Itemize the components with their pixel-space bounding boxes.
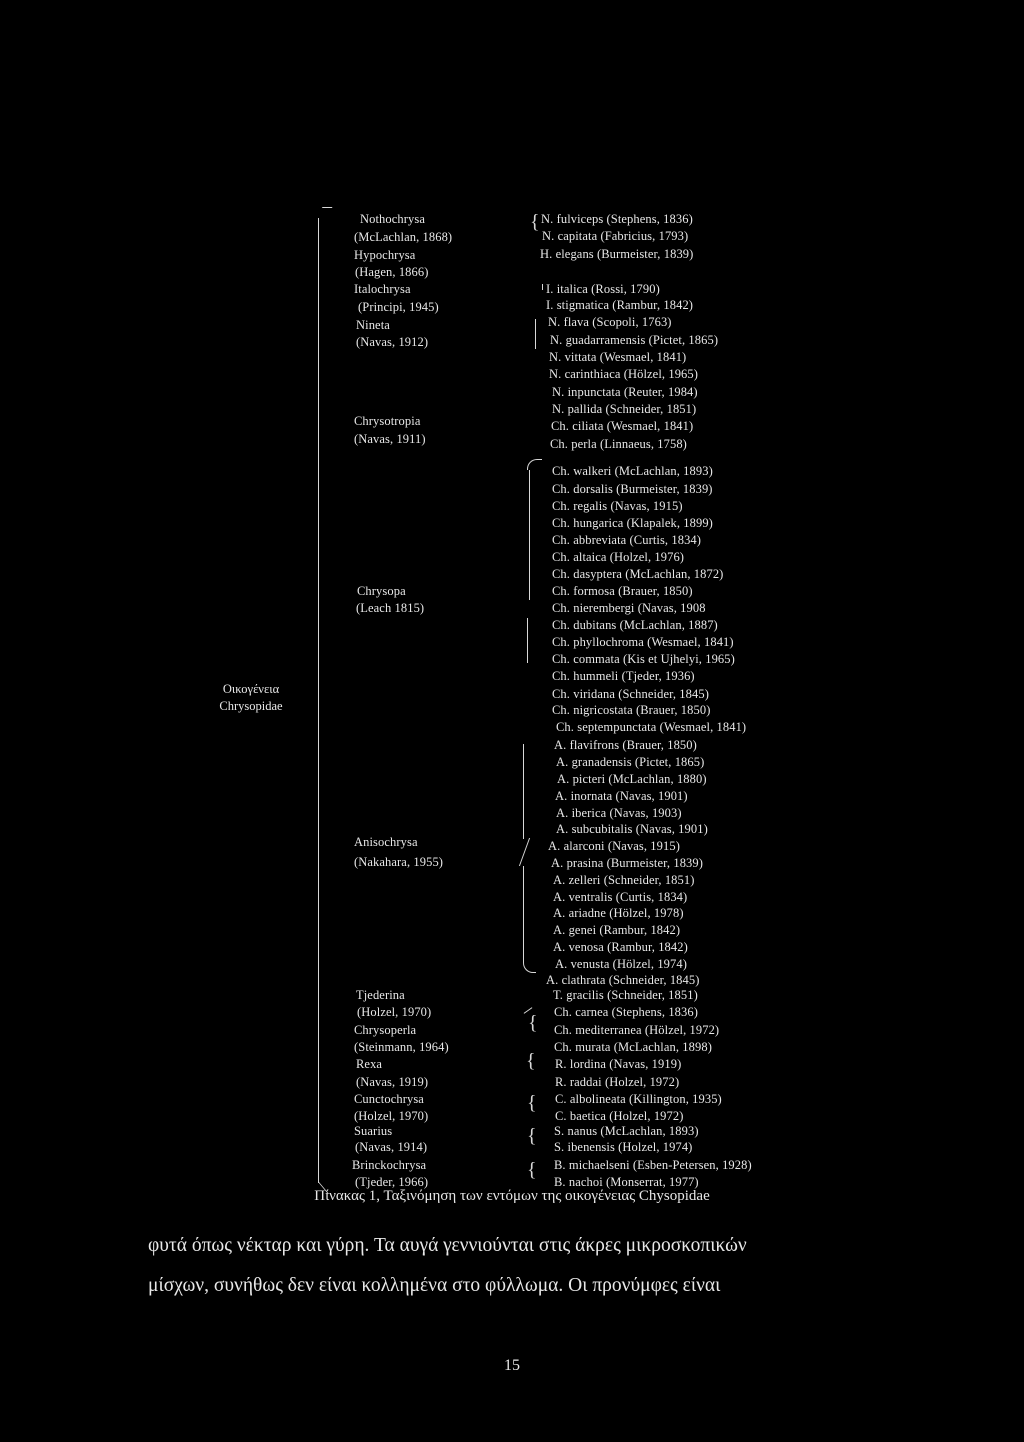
brace-brinckochrysa: { — [527, 1159, 537, 1181]
species-label: A. flavifrons (Brauer, 1850) — [554, 738, 697, 752]
genus-label: Hypochrysa — [354, 248, 416, 262]
species-label: R. raddai (Holzel, 1972) — [555, 1075, 680, 1089]
species-label: Ch. septempunctata (Wesmael, 1841) — [556, 720, 747, 734]
species-label: Ch. viridana (Schneider, 1845) — [552, 687, 709, 701]
species-label: N. flava (Scopoli, 1763) — [548, 315, 672, 329]
genus-label: (Navas, 1914) — [355, 1140, 428, 1154]
genus-label: Chrysopa — [357, 584, 406, 598]
genus-label: (Hagen, 1866) — [355, 265, 429, 279]
species-label: Ch. formosa (Brauer, 1850) — [552, 584, 693, 598]
species-label: Ch. carnea (Stephens, 1836) — [554, 1005, 698, 1019]
genus-label: (Nakahara, 1955) — [354, 855, 444, 869]
genus-label: Brinckochrysa — [352, 1158, 427, 1172]
species-label: A. iberica (Navas, 1903) — [556, 806, 682, 820]
brace-suarius: { — [527, 1125, 537, 1147]
genus-label: Nineta — [356, 318, 390, 332]
species-label: Ch. altaica (Holzel, 1976) — [552, 550, 685, 564]
page-number: 15 — [504, 1357, 520, 1374]
genus-label: Cunctochrysa — [354, 1092, 424, 1106]
family-bracket-line — [318, 218, 319, 1183]
species-label: Ch. phyllochroma (Wesmael, 1841) — [552, 635, 734, 649]
species-label: Ch. dubitans (McLachlan, 1887) — [552, 618, 718, 632]
species-label: Ch. regalis (Navas, 1915) — [552, 499, 683, 513]
bracket-anisochrysa-a — [523, 744, 524, 839]
species-label: Ch. mediterranea (Hölzel, 1972) — [554, 1023, 720, 1037]
species-label: N. pallida (Schneider, 1851) — [552, 402, 697, 416]
species-label: N. fulviceps (Stephens, 1836) — [541, 212, 693, 226]
species-label: Ch. perla (Linnaeus, 1758) — [550, 437, 687, 451]
bracket-chrysopa-b — [527, 618, 528, 663]
species-label: Ch. ciliata (Wesmael, 1841) — [551, 419, 694, 433]
bracket-anisochrysa-b — [523, 866, 524, 961]
species-label: N. vittata (Wesmael, 1841) — [549, 350, 687, 364]
genus-label: Chrysoperla — [354, 1023, 417, 1037]
species-label: A. prasina (Burmeister, 1839) — [551, 856, 704, 870]
species-label: C. baetica (Holzel, 1972) — [555, 1109, 684, 1123]
species-label: Ch. abbreviata (Curtis, 1834) — [552, 533, 702, 547]
species-label: H. elegans (Burmeister, 1839) — [540, 247, 694, 261]
genus-label: Nothochrysa — [360, 212, 425, 226]
body-text-line: μίσχων, συνήθως δεν είναι κολλημένα στο φύλλωμα. Οι προνύμφες είναι — [148, 1275, 721, 1296]
species-label: Ch. nierembergi (Navas, 1908 — [552, 601, 706, 615]
species-label: B. michaelseni (Esben-Petersen, 1928) — [554, 1158, 752, 1172]
brace-chrysoperla: { — [528, 1012, 538, 1034]
species-label: N. inpunctata (Reuter, 1984) — [552, 385, 698, 399]
species-label: A. genei (Rambur, 1842) — [553, 923, 681, 937]
species-label: A. subcubitalis (Navas, 1901) — [556, 822, 708, 836]
bracket-nineta — [535, 319, 536, 349]
species-label: Ch. walkeri (McLachlan, 1893) — [552, 464, 713, 478]
family-label-line1: Οικογένεια — [222, 682, 280, 696]
bracket-anisochrysa-bottom-hook — [523, 960, 536, 973]
genus-label: Anisochrysa — [354, 835, 418, 849]
family-label-line2: Chrysopidae — [219, 699, 283, 713]
genus-label: Suarius — [354, 1124, 393, 1138]
species-label: A. granadensis (Pictet, 1865) — [556, 755, 705, 769]
genus-label: (Navas, 1911) — [354, 432, 426, 446]
species-label: Ch. hummeli (Tjeder, 1936) — [552, 669, 695, 683]
species-label: Ch. nigricostata (Brauer, 1850) — [552, 703, 711, 717]
family-label — [196, 681, 306, 715]
genus-label: Chrysotropia — [354, 414, 421, 428]
genus-label: (Navas, 1919) — [356, 1075, 429, 1089]
species-label: A. ariadne (Hölzel, 1978) — [553, 906, 684, 920]
species-label: A. venusta (Hölzel, 1974) — [555, 957, 687, 971]
brace-nothochrysa: { — [530, 211, 540, 233]
genus-label: (Steinmann, 1964) — [354, 1040, 449, 1054]
genus-label: (Holzel, 1970) — [354, 1109, 429, 1123]
genus-label: (Principi, 1945) — [358, 300, 439, 314]
species-label: Ch. commata (Kis et Ujhelyi, 1965) — [552, 652, 735, 666]
species-label: A. alarconi (Navas, 1915) — [548, 839, 680, 853]
bracket-chrysopa-top-hook — [527, 459, 542, 470]
species-label: N. capitata (Fabricius, 1793) — [542, 229, 689, 243]
table-caption: Πίνακας 1, Ταξινόμηση των εντόμων της οικογένειας Chysopidae — [314, 1188, 710, 1204]
species-label: Ch. murata (McLachlan, 1898) — [554, 1040, 712, 1054]
species-label: A. ventralis (Curtis, 1834) — [553, 890, 688, 904]
species-label: Ch. hungarica (Klapalek, 1899) — [552, 516, 713, 530]
species-label: I. italica (Rossi, 1790) — [546, 282, 660, 296]
bracket-italochrysa — [542, 284, 543, 290]
species-label: S. nanus (McLachlan, 1893) — [554, 1124, 699, 1138]
species-label: I. stigmatica (Rambur, 1842) — [546, 298, 694, 312]
species-label: A. zelleri (Schneider, 1851) — [553, 873, 695, 887]
genus-label: (McLachlan, 1868) — [354, 230, 453, 244]
brace-cunctochrysa: { — [527, 1092, 537, 1114]
brace-rexa: { — [526, 1050, 536, 1072]
species-label: A. inornata (Navas, 1901) — [555, 789, 688, 803]
species-label: Ch. dorsalis (Burmeister, 1839) — [552, 482, 713, 496]
species-label: C. albolineata (Killington, 1935) — [555, 1092, 722, 1106]
species-label: A. picteri (McLachlan, 1880) — [557, 772, 707, 786]
species-label: S. ibenensis (Holzel, 1974) — [554, 1140, 693, 1154]
genus-label: (Holzel, 1970) — [357, 1005, 432, 1019]
genus-label: (Tjeder, 1966) — [355, 1175, 429, 1189]
species-label: R. lordina (Navas, 1919) — [555, 1057, 682, 1071]
genus-label: Italochrysa — [354, 282, 411, 296]
species-label: A. clathrata (Schneider, 1845) — [546, 973, 700, 987]
genus-label: Rexa — [356, 1057, 383, 1071]
genus-label: (Navas, 1912) — [356, 335, 429, 349]
species-label: T. gracilis (Schneider, 1851) — [553, 988, 698, 1002]
species-label: Ch. dasyptera (McLachlan, 1872) — [552, 567, 724, 581]
bracket-chrysopa-a — [529, 470, 530, 600]
bracket-anisochrysa-mid — [507, 838, 530, 866]
family-bracket-top-hook — [313, 207, 332, 220]
species-label: N. guadarramensis (Pictet, 1865) — [550, 333, 719, 347]
species-label: N. carinthiaca (Hölzel, 1965) — [549, 367, 699, 381]
species-label: B. nachoi (Monserrat, 1977) — [554, 1175, 699, 1189]
species-label: A. venosa (Rambur, 1842) — [553, 940, 688, 954]
genus-label: (Leach 1815) — [356, 601, 425, 615]
genus-label: Tjederina — [356, 988, 405, 1002]
body-text-line: φυτά όπως νέκταρ και γύρη. Τα αυγά γεννιούνται στις άκρες μικροσκοπικών — [148, 1235, 747, 1256]
